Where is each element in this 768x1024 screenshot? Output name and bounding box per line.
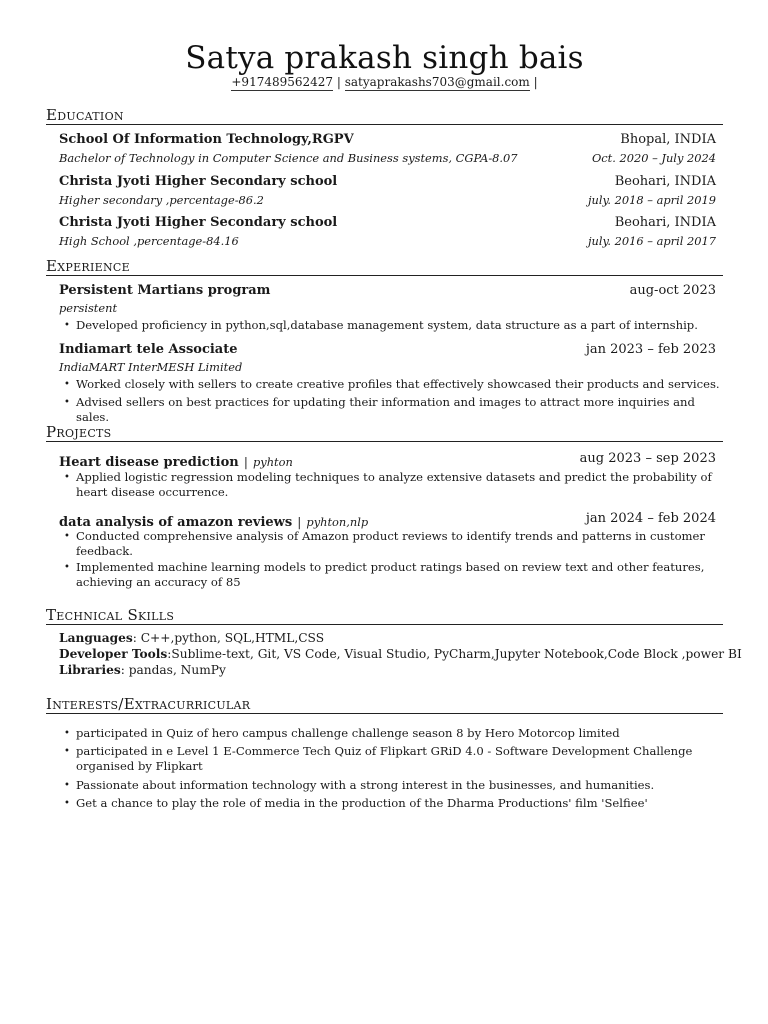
skill-value: :Sublime-text, Git, VS Code, Visual Studio, PyCharm,Jupyter Notebook,Code Block ,power BI xyxy=(167,647,742,661)
skill-value: : pandas, NumPy xyxy=(120,663,226,677)
contact-line xyxy=(46,74,723,90)
list-item: • Developed proficiency in python,sql,database management system, data structure as a part of internship. xyxy=(76,318,726,333)
school-name: Christa Jyoti Higher Secondary school xyxy=(59,215,338,230)
company: persistent xyxy=(59,301,118,315)
phone-link[interactable]: +917489562427 xyxy=(231,75,334,89)
project-name: Heart disease prediction xyxy=(59,455,239,470)
project-tech: pyhton xyxy=(252,455,293,469)
section-heading-experience: Experience xyxy=(46,257,723,276)
school-location: Beohari, INDIA xyxy=(614,215,716,230)
list-item: • Advised sellers on best practices for updating their information and images to attract more inquiries and sales. xyxy=(76,395,726,425)
school-location: Beohari, INDIA xyxy=(614,174,716,189)
degree: Bachelor of Technology in Computer Science and Business systems, CGPA-8.07 xyxy=(59,151,518,165)
job-dates: jan 2023 – feb 2023 xyxy=(585,342,716,357)
section-heading-skills: Technical Skills xyxy=(46,606,723,625)
project-name: data analysis of amazon reviews xyxy=(59,515,293,530)
list-item: • Implemented machine learning models to predict product ratings based on review text and other features, achieving an accuracy of 85 xyxy=(76,560,726,590)
skill-languages xyxy=(59,631,719,646)
education-dates: july. 2016 – april 2017 xyxy=(587,234,716,248)
company: IndiaMART InterMESH Limited xyxy=(59,360,243,374)
contact-separator: | xyxy=(529,75,538,89)
resume-name: Satya prakash singh bais xyxy=(185,40,584,76)
project-separator: | xyxy=(243,455,248,469)
skill-label: Languages xyxy=(59,631,133,645)
list-item: • Conducted comprehensive analysis of Amazon product reviews to identify trends and patterns in customer feedback. xyxy=(76,529,726,559)
project-dates: jan 2024 – feb 2024 xyxy=(585,511,716,526)
project-heading xyxy=(59,511,368,530)
list-item: • Get a chance to play the role of media in the production of the Dharma Productions' film 'Selfiee' xyxy=(76,796,726,811)
job-role: Persistent Martians program xyxy=(59,283,271,298)
list-item: • participated in Quiz of hero campus challenge challenge season 8 by Hero Motorcop limited xyxy=(76,726,726,741)
job-dates: aug-oct 2023 xyxy=(629,283,716,298)
skill-value: : C++,python, SQL,HTML,CSS xyxy=(132,631,325,645)
skill-libraries xyxy=(59,663,719,678)
school-name: Christa Jyoti Higher Secondary school xyxy=(59,174,338,189)
list-item: • Applied logistic regression modeling techniques to analyze extensive datasets and predict the probability of heart disease occurrence. xyxy=(76,470,726,500)
project-dates: aug 2023 – sep 2023 xyxy=(579,451,716,466)
school-name: School Of Information Technology,RGPV xyxy=(59,132,354,147)
section-heading-interests: Interests/Extracurricular xyxy=(46,695,723,714)
education-dates: july. 2018 – april 2019 xyxy=(587,193,716,207)
skill-label: Developer Tools xyxy=(59,647,168,661)
project-tech: pyhton,nlp xyxy=(306,515,369,529)
school-location: Bhopal, INDIA xyxy=(620,132,716,147)
skill-label: Libraries xyxy=(59,663,121,677)
job-role: Indiamart tele Associate xyxy=(59,342,238,357)
section-heading-education: Education xyxy=(46,106,723,125)
contact-separator: | xyxy=(333,75,345,89)
email-link[interactable]: satyaprakashs703@gmail.com xyxy=(344,75,530,89)
education-dates: Oct. 2020 – July 2024 xyxy=(591,151,716,165)
degree: High School ,percentage-84.16 xyxy=(59,234,239,248)
list-item: • Worked closely with sellers to create creative profiles that effectively showcased their products and services. xyxy=(76,377,726,392)
list-item: • Passionate about information technology with a strong interest in the businesses, and humanities. xyxy=(76,778,726,793)
project-heading xyxy=(59,451,293,470)
skill-developer-tools xyxy=(59,647,742,662)
project-separator: | xyxy=(297,515,302,529)
section-heading-projects: Projects xyxy=(46,423,723,442)
list-item: • participated in e Level 1 E-Commerce Tech Quiz of Flipkart GRiD 4.0 - Software Development Challenge organised by Flipkart xyxy=(76,744,726,774)
degree: Higher secondary ,percentage-86.2 xyxy=(59,193,264,207)
